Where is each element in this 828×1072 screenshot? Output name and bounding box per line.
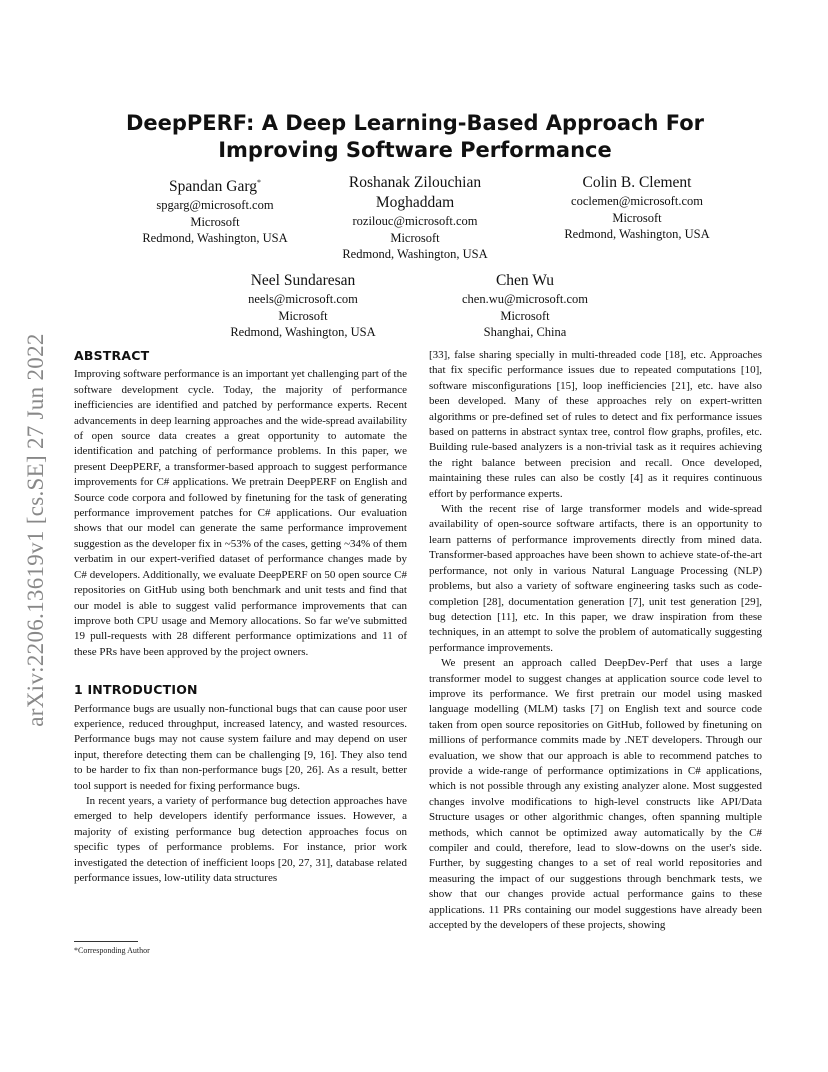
author-email: spgarg@microsoft.com [156, 198, 274, 213]
paragraph: [33], false sharing specially in multi-threaded code [18], etc. Approaches that fix specific performance issues due to repeated computations [10], software misconfigurations [15], loop inefficiencies [21], etc. have also been developed. Many of these approaches rely on expert-written algorithms or pre-defined set of rules to detect and fix performance issues based on patterns in abstract syntax tree, control flow graphs, profiles, etc. Building rule-based analyzers is a non-trivial task as it requires achieving the right balance between precision and recall. Once developed, maintaining these rules can also be costly [4] as it requires continuous effort by performance experts. [429, 349, 762, 500]
paragraph: With the recent rise of large transformer models and wide-spread availability of open-source software artifacts, there is an opportunity to learn patterns of performance improvements directly from mined data. Transformer-based approaches have been shown to achieve state-of-the-art performance, not only in various Natural Language Processing (NLP) problems, but also a variety of software engineering tasks such as code-completion [28], documentation generation [7], unit test generation [29], bug detection [11], etc. In this paper, we draw inspiration from these techniques, in an attempt to solve the problem of automatically suggesting performance improvements. [429, 503, 762, 654]
author-name: Roshanak Zilouchian Moghaddam [348, 174, 482, 211]
author-org: Microsoft [190, 214, 240, 229]
author-location: Redmond, Washington, USA [142, 231, 288, 246]
author-name: Spandan Garg* [169, 178, 261, 196]
author-email: coclemen@microsoft.com [571, 194, 703, 208]
author-block [425, 271, 625, 341]
author-location: Redmond, Washington, USA [564, 227, 710, 241]
arxiv-identifier: arXiv:2206.13619v1 [cs.SE] 27 Jun 2022 [23, 333, 48, 727]
paper-title: DeepPERF: A Deep Learning-Based Approach For Improving Software Performance [125, 111, 705, 162]
right-column [429, 348, 762, 933]
introduction-heading: 1 INTRODUCTION [74, 682, 198, 698]
author-block [320, 173, 510, 263]
paragraph: Performance bugs are usually non-functional bugs that can cause poor user experience, reduced throughput, increased latency, and wasted resources. Performance bugs may not cause system failure and may depend on user input, therefore detecting them can be challenging [9, 16]. They also tend to be harder to fix than non-performance bugs [20, 26]. As a result, better tool support is needed for fixing performance bugs. [74, 702, 407, 792]
author-org: Microsoft [612, 210, 662, 225]
author-name: Neel Sundaresan [250, 272, 356, 289]
footnote: *Corresponding Author [74, 946, 150, 955]
author-block [188, 271, 418, 341]
author-block [100, 173, 330, 247]
author-location: Redmond, Washington, USA [342, 247, 488, 261]
author-name: Chen Wu [495, 272, 555, 289]
author-name: Colin B. Clement [582, 174, 692, 191]
author-org: Microsoft [278, 308, 328, 323]
paragraph: We present an approach called DeepDev-Perf that uses a large transformer model to suggest changes at application source code level to improve its performance. We first pretrain our model using masked language modelling (MLM) tasks [7] on English text and source code taken from open source repositories on GitHub, followed by finetuning on millions of performance commits made by .NET developers. Through our evaluation, we show that our approach is able to recommend patches to provide a wide-range of performance optimizations in C# applications, which is not possible through any existing analyzer alone. Most suggested changes involve modifications to high-level constructs like API/Data Structure usages or other algorithmic changes, often spanning multiple methods, which cannot be optimized away automatically by the C# compiler and could, therefore, lead to slow-downs on the user's side. Further, by suggesting changes to a set of real world repositories and measuring the impact of our suggestions through benchmark tests, we show that our changes provide actual performance gains to these applications. 11 PRs containing our model suggestions have already been accepted by the developers of these projects, showing [429, 657, 762, 932]
abstract-text: Improving software performance is an important yet challenging part of the software development cycle. Today, the majority of performance inefficiencies are identified and patched by performance experts. Recent advancements in deep learning approaches and the wide-spread availability of open source data creates a great opportunity to automate the identification and patching of performance problems. In this paper, we present DeepPERF, a transformer-based approach to suggest performance improvements for C# applications. We pretrain DeepPERF on English and Source code corpora and followed by finetuning for the task of generating performance improvement patches for C# applications. Our evaluation shows that our model can generate the same performance improvement suggestion as the developer fix in ~53% of the cases, getting ~34% of them verbatim in our expert-verified dataset of performance changes made by C# developers. Additionally, we evaluate DeepPERF on 50 open source C# repositories on GitHub using both benchmark and unit tests and find that our model is able to suggest valid performance improvements that can improve both CPU usage and Memory allocations. So far we've submitted 19 pull-requests with 28 different performance optimizations and 11 of these PRs have been approved by the project owners. [74, 368, 407, 658]
author-location: Redmond, Washington, USA [230, 325, 376, 339]
abstract-heading: ABSTRACT [74, 348, 150, 363]
paragraph: In recent years, a variety of performance bug detection approaches have emerged to help developers identify performance issues. However, a majority of existing performance bug detection approaches focus on specific types of performance problems. For instance, prior work investigated the detection of inefficient loops [20, 27, 31], database related performance issues, low-utility data structures [74, 794, 407, 884]
left-column [74, 348, 407, 886]
author-org: Microsoft [500, 308, 550, 323]
author-email: neels@microsoft.com [248, 292, 358, 306]
author-email: chen.wu@microsoft.com [461, 292, 589, 306]
author-email: rozilouc@microsoft.com [352, 214, 478, 228]
author-block [522, 173, 752, 243]
author-location: Shanghai, China [483, 325, 567, 339]
footnote-divider [74, 941, 138, 942]
author-org: Microsoft [390, 230, 440, 245]
